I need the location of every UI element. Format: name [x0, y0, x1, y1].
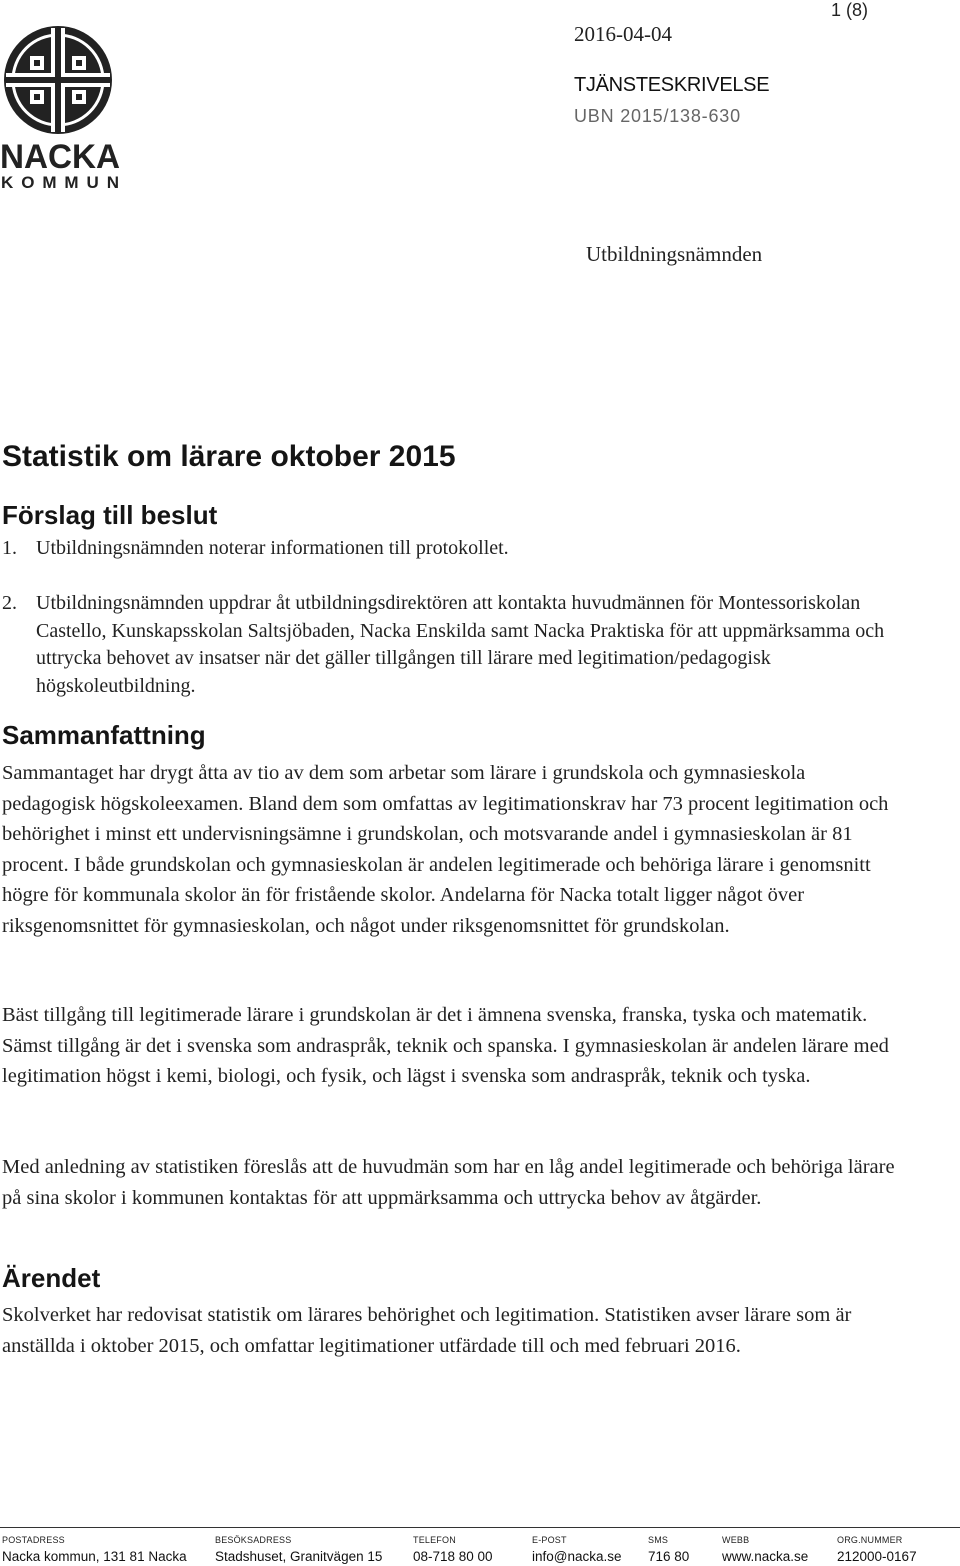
footer-email	[532, 1533, 622, 1564]
footer-label: ORG.NUMMER	[837, 1535, 903, 1545]
page-title: Statistik om lärare oktober 2015	[2, 440, 456, 473]
summary-paragraph: Sammantaget har drygt åtta av tio av dem som arbetar som lärare i grundskola och gymnasieskola pedagogisk högskoleexamen. Bland dem som omfattas av legitimationskrav har 73 procent legitimation och behörighet i minst ett undervisningsämne i grundskolan, och motsvarande andel i gymnasieskolan är 81 procent. I både grundskolan och gymnasieskolan är andelen legitimerade och behöriga lärare i genomsnitt högre för kommunala skolor än för fristående skolor. Andelarna för Nacka totalt ligger något över riksgenomsnittet för gymnasieskolan, och något under riksgenomsnittet för grundskolan.	[2, 762, 889, 937]
footer-org-number	[837, 1533, 917, 1564]
footer-value: 716 80	[648, 1549, 690, 1564]
footer-label: POSTADRESS	[2, 1535, 65, 1545]
footer-postal-address	[2, 1533, 187, 1564]
footer-divider	[0, 1527, 960, 1528]
footer-label: BESÖKSADRESS	[215, 1535, 292, 1545]
footer	[0, 1533, 960, 1566]
footer-value: Nacka kommun, 131 81 Nacka	[2, 1549, 187, 1564]
summary-heading: Sammanfattning	[2, 720, 206, 750]
footer-value: 212000-0167	[837, 1549, 917, 1564]
footer-phone	[413, 1533, 493, 1564]
matter-heading: Ärendet	[2, 1263, 101, 1293]
document-reference: UBN 2015/138-630	[574, 106, 741, 126]
recipient: Utbildningsnämnden	[586, 242, 763, 266]
footer-label: WEBB	[722, 1535, 750, 1545]
proposal-item	[0, 590, 960, 702]
footer-value: info@nacka.se	[532, 1549, 622, 1564]
proposal-item-number: 2.	[2, 592, 17, 614]
logo-text-nacka: NACKA	[0, 138, 120, 176]
proposal-item-number: 1.	[2, 537, 17, 559]
proposal-heading: Förslag till beslut	[2, 500, 218, 530]
proposal-item-text: Utbildningsnämnden noterar informationen till protokollet.	[36, 537, 509, 559]
footer-visit-address	[215, 1533, 382, 1564]
proposal-item	[0, 535, 960, 563]
summary-paragraph: Bäst tillgång till legitimerade lärare i grundskolan är det i ämnena svenska, franska, tyska och matematik. Sämst tillgång är det i svenska som andraspråk, teknik och spanska. I gymnasieskolan är andelen lärare med legitimation högst i kemi, biologi, och fysik, och lägst i svenska som andraspråk, teknik och tyska.	[2, 1004, 889, 1087]
page-number: 1 (8)	[830, 0, 868, 20]
nacka-kommun-logo	[0, 18, 122, 190]
logo-text-kommun: KOMMUN	[1, 173, 119, 190]
document-date: 2016-04-04	[574, 22, 672, 46]
footer-web	[722, 1533, 808, 1564]
footer-value: www.nacka.se	[722, 1549, 809, 1564]
logo-emblem	[4, 26, 112, 134]
matter-paragraph: Skolverket har redovisat statistik om lärares behörighet och legitimation. Statistiken avser lärare som är anställda i oktober 2015, och omfattar legitimationer utfärdade till och med februari 2016.	[2, 1304, 852, 1357]
footer-label: TELEFON	[413, 1535, 456, 1545]
footer-value: Stadshuset, Granitvägen 15	[215, 1549, 383, 1564]
proposal-item-text: Utbildningsnämnden uppdrar åt utbildningsdirektören att kontakta huvudmännen för Montessoriskolan Castello, Kunskapsskolan Saltsjöbaden, Nacka Enskilda samt Nacka Praktiska för att uppmärksamma och uttrycka behovet av insatser när det gäller tillgången till lärare med legitimation/pedagogisk högskoleutbildning.	[36, 592, 885, 697]
footer-label: E-POST	[532, 1535, 567, 1545]
footer-sms	[648, 1533, 689, 1564]
document-type: TJÄNSTESKRIVELSE	[574, 74, 770, 96]
footer-value: 08-718 80 00	[413, 1549, 493, 1564]
summary-paragraph: Med anledning av statistiken föreslås att de huvudmän som har en låg andel legitimerade och behöriga lärare på sina skolor i kommunen kontaktas för att uppmärksamma och uttrycka behov av åtgärder.	[2, 1156, 895, 1209]
footer-label: SMS	[648, 1535, 669, 1545]
